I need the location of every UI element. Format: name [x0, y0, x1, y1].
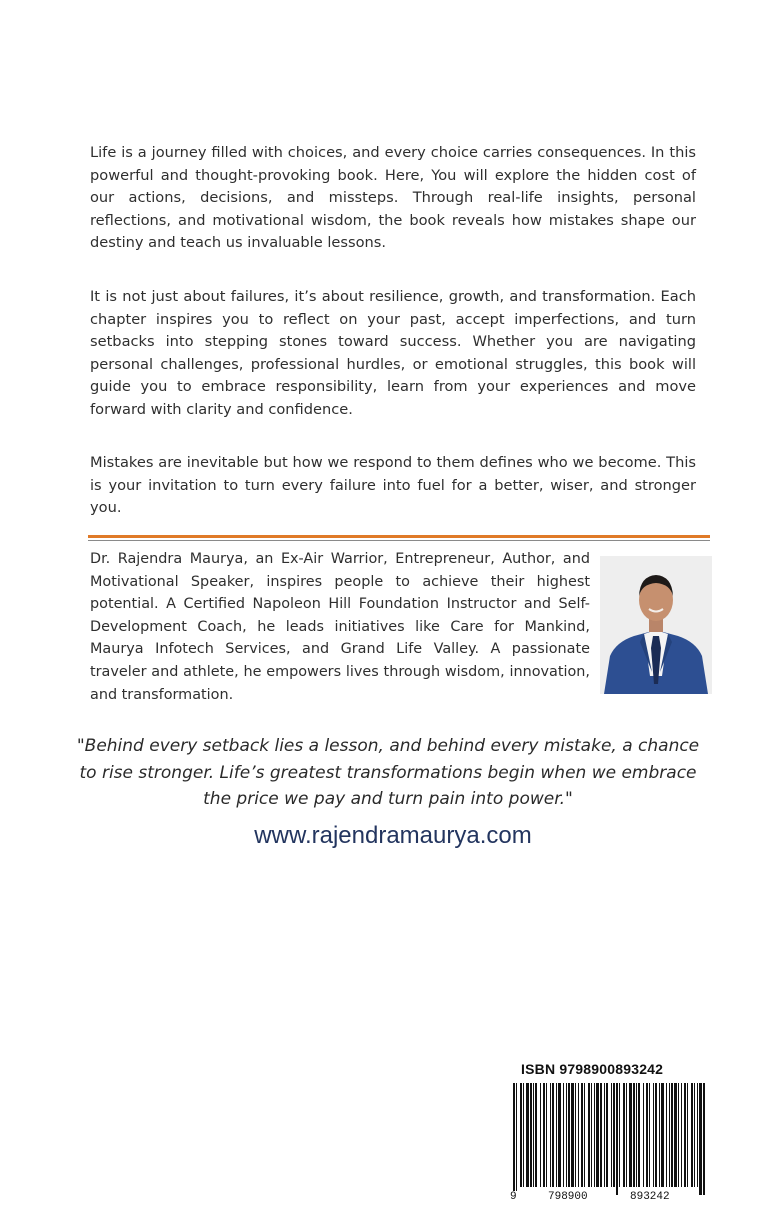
isbn-label: ISBN 9798900893242 — [521, 1061, 664, 1077]
barcode-icon — [507, 1083, 711, 1195]
isbn-barcode-block — [507, 1057, 711, 1203]
barcode-digit-lead: 9 — [510, 1191, 517, 1203]
author-quote: "Behind every setback lies a lesson, and behind every mistake, a chance to rise stronger. Life’s greatest transformations begin when we embrace the price we pay and turn pain into power." — [76, 736, 700, 809]
author-photo — [600, 556, 712, 694]
description-paragraph-1: Life is a journey filled with choices, and every choice carries consequences. In this powerful and thought-provoking book. Here, You will explore the hidden cost of our actions, decisions, and missteps. Through real-life insights, personal reflections, and motivational wisdom, the book reveals how mistakes shape our destiny and teach us invaluable lessons. — [90, 144, 696, 252]
description-paragraph-2: It is not just about failures, it’s about resilience, growth, and transformation. Each chapter inspires you to reflect on your past, accept imperfections, and turn setbacks into stepping stones toward success. Whether you are navigating personal challenges, professional hurdles, or emotional struggles, this book will guide you to embrace responsibility, learn from your experiences and move forward with clarity and confidence. — [90, 288, 696, 418]
barcode-digits-left: 798900 — [548, 1191, 588, 1203]
description-paragraph-3: Mistakes are inevitable but how we respond to them defines who we become. This is your invitation to turn every failure into fuel for a better, wiser, and stronger you. — [90, 454, 696, 517]
section-divider — [88, 535, 710, 541]
barcode-digits — [507, 1191, 711, 1205]
barcode-digits-right: 893242 — [630, 1191, 670, 1203]
website-link[interactable]: www.rajendramaurya.com — [254, 822, 532, 849]
author-bio: Dr. Rajendra Maurya, an Ex-Air Warrior, Entrepreneur, Author, and Motivational Speaker, inspires people to achieve their highest potential. A Certified Napoleon Hill Foundation Instructor and Self-Development Coach, he leads initiatives like Care for Mankind, Maurya Infotech Services, and Grand Life Valley. A passionate traveler and athlete, he empowers lives through wisdom, innovation, and transformation. — [90, 551, 590, 703]
